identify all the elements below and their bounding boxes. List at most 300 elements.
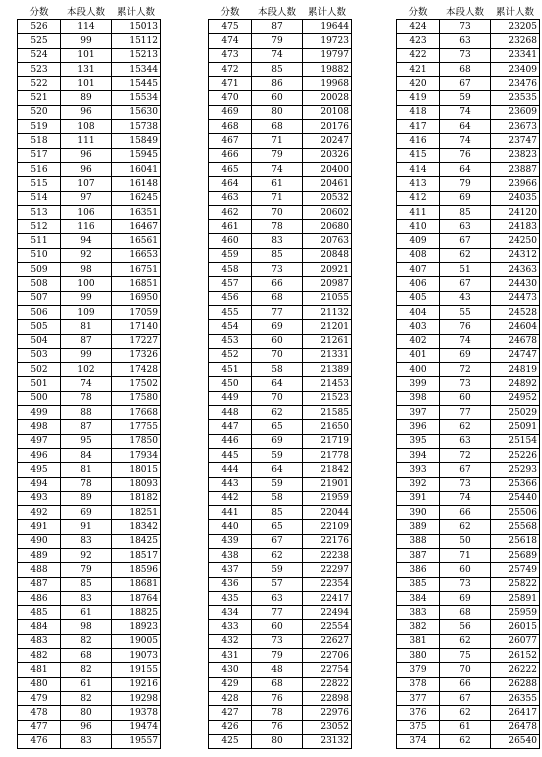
segment-count-cell: 59: [252, 477, 303, 491]
score-cell: 431: [209, 649, 252, 663]
score-cell: 459: [209, 248, 252, 262]
cumulative-count-cell: 16351: [112, 205, 161, 219]
table-row: [397, 62, 540, 76]
table-row: [18, 48, 161, 62]
score-cell: 490: [18, 534, 61, 548]
table-row: [209, 491, 352, 505]
table-row: [397, 606, 540, 620]
segment-count-cell: 68: [61, 649, 112, 663]
cumulative-count-cell: 19298: [112, 691, 161, 705]
score-cell: 398: [397, 391, 440, 405]
cumulative-count-cell: 18182: [112, 491, 161, 505]
segment-count-cell: 86: [252, 77, 303, 91]
cumulative-count-cell: 19378: [112, 706, 161, 720]
cumulative-count-cell: 17502: [112, 377, 161, 391]
cumulative-count-cell: 20108: [303, 105, 352, 119]
score-cell: 387: [397, 548, 440, 562]
score-cell: 474: [209, 34, 252, 48]
table-row: [18, 434, 161, 448]
cumulative-count-cell: 26540: [491, 734, 540, 748]
score-cell: 394: [397, 448, 440, 462]
segment-count-cell: 101: [61, 48, 112, 62]
table-row: [209, 320, 352, 334]
table-row: [209, 234, 352, 248]
segment-count-cell: 101: [61, 77, 112, 91]
score-cell: 430: [209, 663, 252, 677]
table-row: [18, 320, 161, 334]
score-cell: 516: [18, 162, 61, 176]
cumulative-count-cell: 17668: [112, 406, 161, 420]
segment-count-cell: 51: [440, 263, 491, 277]
table-row: [209, 48, 352, 62]
table-row: [18, 348, 161, 362]
table-row: [209, 534, 352, 548]
table-row: [397, 406, 540, 420]
segment-count-cell: 100: [61, 277, 112, 291]
score-cell: 426: [209, 720, 252, 734]
table-row: [397, 434, 540, 448]
score-cell: 380: [397, 649, 440, 663]
table-row: [397, 248, 540, 262]
cumulative-count-cell: 15445: [112, 77, 161, 91]
table-row: [18, 577, 161, 591]
table-row: [397, 320, 540, 334]
table-row: [18, 334, 161, 348]
cumulative-count-cell: 17934: [112, 448, 161, 462]
score-cell: 423: [397, 34, 440, 48]
segment-count-cell: 74: [440, 491, 491, 505]
table-row: [397, 448, 540, 462]
table-row: [397, 663, 540, 677]
segment-count-cell: 68: [252, 677, 303, 691]
segment-count-cell: 85: [61, 577, 112, 591]
segment-count-cell: 96: [61, 148, 112, 162]
cumulative-count-cell: 22554: [303, 620, 352, 634]
table-row: [18, 191, 161, 205]
cumulative-count-cell: 15534: [112, 91, 161, 105]
score-cell: 512: [18, 220, 61, 234]
cumulative-count-cell: 20602: [303, 205, 352, 219]
table-row: [18, 148, 161, 162]
table-row: [209, 406, 352, 420]
score-cell: 479: [18, 691, 61, 705]
score-cell: 446: [209, 434, 252, 448]
table-row: [397, 520, 540, 534]
score-cell: 520: [18, 105, 61, 119]
segment-count-cell: 73: [440, 48, 491, 62]
table-row: [209, 506, 352, 520]
segment-count-cell: 68: [252, 120, 303, 134]
table-row: [209, 706, 352, 720]
score-cell: 504: [18, 334, 61, 348]
header-row: [18, 6, 161, 20]
segment-count-cell: 79: [61, 563, 112, 577]
table-row: [397, 391, 540, 405]
table-row: [397, 563, 540, 577]
table-row: [18, 177, 161, 191]
score-cell: 513: [18, 205, 61, 219]
score-cell: 397: [397, 406, 440, 420]
cumulative-count-cell: 23476: [491, 77, 540, 91]
table-row: [18, 477, 161, 491]
score-cell: 409: [397, 234, 440, 248]
cumulative-count-cell: 22754: [303, 663, 352, 677]
score-cell: 470: [209, 91, 252, 105]
score-cell: 406: [397, 277, 440, 291]
cumulative-count-cell: 22898: [303, 691, 352, 705]
segment-count-cell: 62: [440, 734, 491, 748]
score-cell: 481: [18, 663, 61, 677]
table-row: [397, 420, 540, 434]
segment-count-cell: 64: [440, 120, 491, 134]
table-row: [209, 577, 352, 591]
cumulative-count-cell: 25749: [491, 563, 540, 577]
segment-count-cell: 60: [252, 620, 303, 634]
cumulative-count-cell: 26077: [491, 634, 540, 648]
cumulative-count-cell: 22976: [303, 706, 352, 720]
table-row: [397, 706, 540, 720]
cumulative-count-cell: 15945: [112, 148, 161, 162]
cumulative-count-cell: 15849: [112, 134, 161, 148]
segment-count-cell: 65: [252, 520, 303, 534]
segment-count-cell: 70: [252, 205, 303, 219]
table-row: [397, 191, 540, 205]
score-cell: 378: [397, 677, 440, 691]
score-cell: 401: [397, 348, 440, 362]
cumulative-count-cell: 24473: [491, 291, 540, 305]
cumulative-count-cell: 15213: [112, 48, 161, 62]
score-cell: 382: [397, 620, 440, 634]
table-row: [18, 277, 161, 291]
score-cell: 392: [397, 477, 440, 491]
table-row: [18, 548, 161, 562]
cumulative-count-cell: 23673: [491, 120, 540, 134]
cumulative-count-cell: 19644: [303, 20, 352, 34]
table-row: [397, 463, 540, 477]
table-row: [397, 334, 540, 348]
cumulative-count-cell: 23205: [491, 20, 540, 34]
header-row: [397, 6, 540, 20]
table-row: [397, 534, 540, 548]
table-row: [18, 263, 161, 277]
score-cell: 396: [397, 420, 440, 434]
segment-count-cell: 60: [440, 563, 491, 577]
segment-count-cell: 61: [61, 606, 112, 620]
score-table-column-2: [208, 6, 352, 749]
segment-count-cell: 76: [440, 148, 491, 162]
segment-count-cell: 94: [61, 234, 112, 248]
cumulative-count-cell: 26417: [491, 706, 540, 720]
cumulative-count-cell: 24678: [491, 334, 540, 348]
segment-count-cell: 60: [252, 91, 303, 105]
score-cell: 377: [397, 691, 440, 705]
cumulative-count-cell: 23341: [491, 48, 540, 62]
score-cell: 390: [397, 506, 440, 520]
score-cell: 441: [209, 506, 252, 520]
cumulative-count-cell: 21201: [303, 320, 352, 334]
segment-count-cell: 77: [440, 406, 491, 420]
segment-count-cell: 60: [440, 391, 491, 405]
score-cell: 414: [397, 162, 440, 176]
segment-count-cell: 99: [61, 348, 112, 362]
cumulative-count-cell: 26222: [491, 663, 540, 677]
cumulative-count-cell: 18681: [112, 577, 161, 591]
segment-count-cell: 107: [61, 177, 112, 191]
cumulative-count-cell: 15112: [112, 34, 161, 48]
score-cell: 498: [18, 420, 61, 434]
score-cell: 511: [18, 234, 61, 248]
segment-count-cell: 55: [440, 305, 491, 319]
cumulative-count-cell: 16950: [112, 291, 161, 305]
cumulative-count-cell: 21585: [303, 406, 352, 420]
score-cell: 393: [397, 463, 440, 477]
cumulative-count-cell: 19882: [303, 62, 352, 76]
segment-count-cell: 62: [440, 706, 491, 720]
table-row: [397, 506, 540, 520]
segment-count-cell: 108: [61, 120, 112, 134]
segment-count-cell: 88: [61, 406, 112, 420]
score-cell: 415: [397, 148, 440, 162]
score-cell: 456: [209, 291, 252, 305]
cumulative-count-cell: 21842: [303, 463, 352, 477]
segment-count-cell: 62: [440, 520, 491, 534]
table-row: [209, 463, 352, 477]
segment-count-cell: 61: [440, 720, 491, 734]
cumulative-count-cell: 24430: [491, 277, 540, 291]
segment-count-cell: 59: [252, 563, 303, 577]
cumulative-count-cell: 25959: [491, 606, 540, 620]
segment-count-cell: 73: [252, 263, 303, 277]
segment-count-cell: 71: [252, 134, 303, 148]
table-row: [18, 563, 161, 577]
score-table-column-1: [17, 6, 161, 749]
segment-count-cell: 62: [440, 634, 491, 648]
score-cell: 510: [18, 248, 61, 262]
score-cell: 518: [18, 134, 61, 148]
score-cell: 460: [209, 234, 252, 248]
header-segment-count: 本段人数: [440, 6, 491, 20]
segment-count-cell: 70: [252, 348, 303, 362]
cumulative-count-cell: 19474: [112, 720, 161, 734]
score-cell: 450: [209, 377, 252, 391]
score-cell: 418: [397, 105, 440, 119]
segment-count-cell: 78: [252, 220, 303, 234]
segment-count-cell: 82: [61, 634, 112, 648]
segment-count-cell: 96: [61, 720, 112, 734]
score-cell: 424: [397, 20, 440, 34]
table-row: [18, 691, 161, 705]
cumulative-count-cell: 16851: [112, 277, 161, 291]
cumulative-count-cell: 22176: [303, 534, 352, 548]
segment-count-cell: 74: [440, 334, 491, 348]
segment-count-cell: 83: [61, 534, 112, 548]
table-row: [18, 634, 161, 648]
segment-count-cell: 62: [252, 548, 303, 562]
segment-count-cell: 59: [440, 91, 491, 105]
score-cell: 469: [209, 105, 252, 119]
table-row: [397, 634, 540, 648]
table-row: [397, 477, 540, 491]
score-cell: 419: [397, 91, 440, 105]
cumulative-count-cell: 21523: [303, 391, 352, 405]
table-row: [397, 134, 540, 148]
cumulative-count-cell: 24363: [491, 263, 540, 277]
table-row: [397, 548, 540, 562]
segment-count-cell: 65: [252, 420, 303, 434]
cumulative-count-cell: 24952: [491, 391, 540, 405]
cumulative-count-cell: 25568: [491, 520, 540, 534]
segment-count-cell: 95: [61, 434, 112, 448]
segment-count-cell: 92: [61, 548, 112, 562]
score-cell: 486: [18, 591, 61, 605]
segment-count-cell: 73: [440, 477, 491, 491]
cumulative-count-cell: 16751: [112, 263, 161, 277]
table-row: [397, 491, 540, 505]
segment-count-cell: 67: [440, 277, 491, 291]
cumulative-count-cell: 16467: [112, 220, 161, 234]
table-row: [209, 77, 352, 91]
segment-count-cell: 69: [252, 434, 303, 448]
cumulative-count-cell: 20680: [303, 220, 352, 234]
score-cell: 487: [18, 577, 61, 591]
segment-count-cell: 74: [252, 48, 303, 62]
segment-count-cell: 66: [252, 277, 303, 291]
cumulative-count-cell: 26288: [491, 677, 540, 691]
cumulative-count-cell: 20247: [303, 134, 352, 148]
table-row: [209, 649, 352, 663]
cumulative-count-cell: 24035: [491, 191, 540, 205]
score-cell: 526: [18, 20, 61, 34]
table-row: [209, 677, 352, 691]
score-cell: 381: [397, 634, 440, 648]
cumulative-count-cell: 20400: [303, 162, 352, 176]
score-cell: 428: [209, 691, 252, 705]
table-row: [18, 506, 161, 520]
table-row: [18, 105, 161, 119]
segment-count-cell: 84: [61, 448, 112, 462]
header-score: 分数: [18, 6, 61, 20]
score-cell: 489: [18, 548, 61, 562]
segment-count-cell: 57: [252, 577, 303, 591]
table-row: [209, 620, 352, 634]
cumulative-count-cell: 21778: [303, 448, 352, 462]
score-cell: 451: [209, 363, 252, 377]
score-cell: 464: [209, 177, 252, 191]
cumulative-count-cell: 24528: [491, 305, 540, 319]
cumulative-count-cell: 15738: [112, 120, 161, 134]
cumulative-count-cell: 19557: [112, 734, 161, 748]
score-cell: 485: [18, 606, 61, 620]
table-row: [18, 720, 161, 734]
cumulative-count-cell: 23966: [491, 177, 540, 191]
score-cell: 389: [397, 520, 440, 534]
segment-count-cell: 85: [252, 248, 303, 262]
score-cell: 384: [397, 591, 440, 605]
segment-count-cell: 67: [252, 534, 303, 548]
table-row: [18, 448, 161, 462]
score-cell: 480: [18, 677, 61, 691]
segment-count-cell: 62: [440, 420, 491, 434]
segment-count-cell: 78: [61, 477, 112, 491]
table-row: [209, 248, 352, 262]
table-row: [397, 120, 540, 134]
header-cumulative-count: 累计人数: [303, 6, 352, 20]
table-row: [18, 734, 161, 748]
cumulative-count-cell: 17580: [112, 391, 161, 405]
table-row: [209, 205, 352, 219]
table-row: [397, 691, 540, 705]
segment-count-cell: 77: [252, 606, 303, 620]
cumulative-count-cell: 16041: [112, 162, 161, 176]
header-score: 分数: [397, 6, 440, 20]
score-cell: 416: [397, 134, 440, 148]
segment-count-cell: 81: [61, 320, 112, 334]
score-cell: 484: [18, 620, 61, 634]
cumulative-count-cell: 18093: [112, 477, 161, 491]
cumulative-count-cell: 25506: [491, 506, 540, 520]
segment-count-cell: 102: [61, 363, 112, 377]
header-cumulative-count: 累计人数: [112, 6, 161, 20]
segment-count-cell: 62: [252, 406, 303, 420]
cumulative-count-cell: 25226: [491, 448, 540, 462]
cumulative-count-cell: 18342: [112, 520, 161, 534]
cumulative-count-cell: 22238: [303, 548, 352, 562]
cumulative-count-cell: 17850: [112, 434, 161, 448]
table-row: [209, 634, 352, 648]
table-row: [18, 120, 161, 134]
score-cell: 425: [209, 734, 252, 748]
cumulative-count-cell: 21719: [303, 434, 352, 448]
cumulative-count-cell: 17059: [112, 305, 161, 319]
segment-count-cell: 66: [440, 677, 491, 691]
score-cell: 452: [209, 348, 252, 362]
table-row: [209, 520, 352, 534]
segment-count-cell: 81: [61, 463, 112, 477]
score-cell: 453: [209, 334, 252, 348]
score-cell: 477: [18, 720, 61, 734]
score-cell: 421: [397, 62, 440, 76]
cumulative-count-cell: 25091: [491, 420, 540, 434]
score-cell: 429: [209, 677, 252, 691]
score-cell: 458: [209, 263, 252, 277]
score-cell: 433: [209, 620, 252, 634]
table-row: [209, 363, 352, 377]
segment-count-cell: 79: [252, 649, 303, 663]
table-row: [397, 377, 540, 391]
score-cell: 440: [209, 520, 252, 534]
table-row: [209, 34, 352, 48]
score-cell: 427: [209, 706, 252, 720]
segment-count-cell: 69: [440, 591, 491, 605]
table-row: [209, 277, 352, 291]
table-row: [397, 205, 540, 219]
score-cell: 482: [18, 649, 61, 663]
score-cell: 402: [397, 334, 440, 348]
cumulative-count-cell: 16148: [112, 177, 161, 191]
score-cell: 465: [209, 162, 252, 176]
segment-count-cell: 75: [440, 649, 491, 663]
table-row: [397, 34, 540, 48]
segment-count-cell: 73: [440, 20, 491, 34]
cumulative-count-cell: 15344: [112, 62, 161, 76]
score-cell: 492: [18, 506, 61, 520]
cumulative-count-cell: 20848: [303, 248, 352, 262]
score-cell: 420: [397, 77, 440, 91]
cumulative-count-cell: 25618: [491, 534, 540, 548]
table-row: [209, 348, 352, 362]
segment-count-cell: 70: [440, 663, 491, 677]
score-cell: 501: [18, 377, 61, 391]
